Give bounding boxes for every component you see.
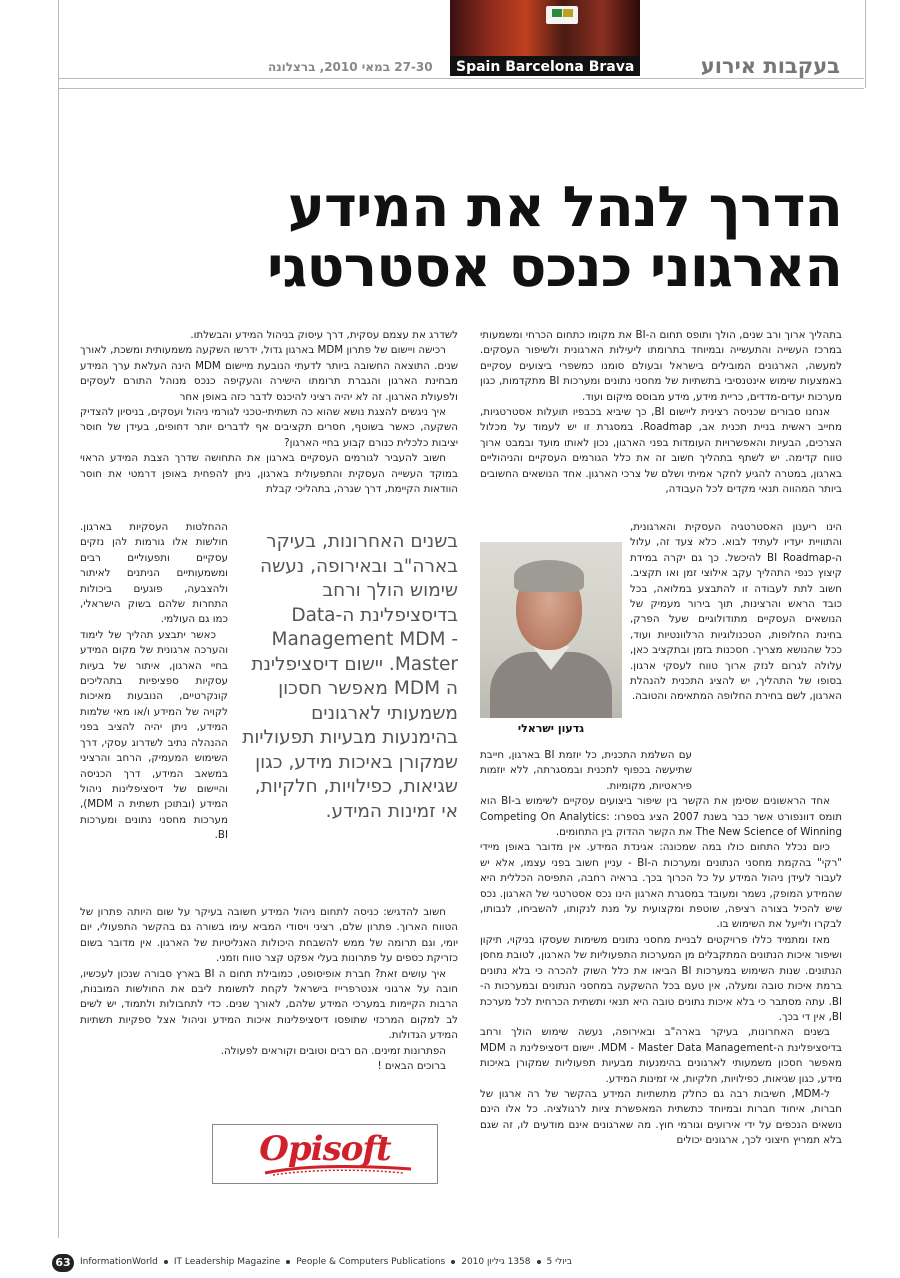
left-column-narrow (80, 520, 228, 844)
paragraph: איך עושים זאת? חברת אופיסופט, כמובילת תחום ה BI בארץ סבורה שנכון לעכשיו, חובה על ארגוני אנטרפרייז בישראל לקחת לתשומת ליבם את החולשות המובנות, הרבות הקיימות במערכי המידע שלהם, לאורך שנים. כדי לתחבולות ולתמוד, יש לשים לב למקום המרכזי שתופסו דיסציפלינות איכות המידע וניהול אצל ספקיות תשתיות המידע הגדולות. (80, 967, 458, 1042)
bullet-icon (537, 1260, 541, 1264)
paragraph: ההחלטות העסקיות בארגון. חולשות אלו גורמות להן נזקים עסקיים ותפעוליים רבים ומשמעותיים הניתנים לאיתור ולהצבעה, פוגעים ביכולות התחרות שלהם בשוק הישראלי, כמו גם העולמי. (80, 521, 228, 626)
paragraph: לשדרג את עצמם עסקית, דרך עיסוק בניהול המידע והבשלתו. (190, 329, 458, 341)
paragraph: ל-MDM, חשיבות רבה גם כחלק מתשתיות המידע בהקשר של רה ארגון של חברות, איחוד חברות ובמיוחד כתשתית המאפשרת ציות לרגולציה. כל אלו הינם נושאים הנכפים על ידי אירועים וגורמי חוץ. מה שארגונים אינם מודעים לו, זה שגם בלא תמריץ חיצוני לכך, ארגונים יכולים (480, 1087, 842, 1147)
event-logo-icon (546, 6, 578, 24)
paragraph: בשנים האחרונות, בעיקר בארה"ב ובאירופה, נעשה שימוש הולך ורחב בדיסציפלינת ה-MDM - Master Data Management. יישום דיסציפלינת ה MDM מאפשר חסכון משמעותי לארגונים בהימנעות מבעיות תפעוליות שמקורן באיכות מידע, כגון שגיאות, כפילויות, חלקיות, אי זמינות המידע. (480, 1026, 842, 1085)
opisoft-logo: Opisoft (259, 1129, 391, 1169)
advertiser-box (212, 1124, 438, 1184)
bullet-icon (164, 1260, 168, 1264)
paragraph: עם השלמת התכנית, כל יוזמת BI בארגון, חייבת שתיעשה בכפוף לתכנית ובמסגרתה, ללא יוזמות פיראטיות, מקומיות. (480, 749, 692, 792)
header-rule (58, 78, 864, 79)
title-line-1: הדרך לנהל את המידע (287, 175, 842, 240)
bullet-icon (286, 1260, 290, 1264)
photo-caption: גדעון ישראלי (517, 722, 585, 735)
footer-item: InformationWorld (80, 1257, 158, 1267)
paragraph: אנחנו סבורים שכניסה רצינית ליישום BI, כך שיביא בכבפיו תועלות אסטרטגיות, מחייב ראשית בניית תכנית אב, Roadmap. במסגרת זו יש לעמוד על מכלול הצרכים, הבעיות והאפשרויות העומדות בפני הארגון, נכון לאותו מועד ובמבט ארוך טווח קדימה. יש לשתף בתהליך חשוב זה את כלל הגורמים העסקיים והניהוליים בארגון, במטרה להגיע לחקר אמיתי ושלם של צרכי הארגון. אחד הנושאים החשובים ביותר המהווה תנאי מקדים לכל העבודה, (480, 406, 843, 496)
footer-item: IT Leadership Magazine (173, 1257, 281, 1267)
author-photo (480, 542, 622, 718)
paragraph: אחד הראשונים שסימן את הקשר בין שיפור ביצועים עסקיים לשימוש ב-BI הוא תומס דוונפורט אשר כבר בשנת 2007 הציג בספרו: Competing On Analytics: The New Science of Winning את הקשר ההדוק בין התחומים. (480, 795, 842, 839)
page-margin-rule (58, 88, 59, 1238)
paragraph: רכישה ויישום של פתרון MDM בארגון גדול, ידרשו השקעה משמעותית ומשכת, לאורך שנים. התוצאה החשובה ביותר לדעתי הנובעת מיישום MDM הינה העלאת ערך המידע מבחינת הארגון והגברת תרומתו הישירה והעקיפה כנכס מנוהל התורם לעסקים ולפעולת הארגון. זה לא יהיה רציני להיכנס לדבר כזה באופן אחר (80, 344, 458, 403)
paragraph: הינו ריענון האסטרטגיה העסקית והארגונית, והתוויית יעדיו לעתיד לבוא. כלא צעד זה, עלול ה-BI Roadmap להיכשל. כך גם יקרה במידת קיצוץ כנפי התהליך עקב אילוצי זמן ואו תקציב. חשוב לתת לעבודה זו להתבצע במלואה, בכל כובד הראש והרצינות, תוך בירור מעמיק של הנושאים העסקיים מתודולוגיים שעל הפרק, בחינת החלופות, הטכנולוגיות הרלוונטיות ועוד, ככל שהנושא מצריך. חסכנות בזמן ובתקציב כאן, עלולה לגרום לנזק ארוך טווח לעסקי ארגון. בסופו של התהליך, יש להציג התכנית להנהלת הארגון, לשם בחירת החלופה המתאימה והטובה. (630, 521, 843, 703)
paragraph: חשוב להעביר לגורמים העסקיים בארגון את התחושה שדרך הצבת המידע הראוי במוקד העשייה העסקית והתפעולית בארגון, ניתן להפחית באופן דרמטי את חוסר הוודאות הקיימת, דרך שגרה, בתהליכי קבלת (80, 452, 458, 496)
footer-item: 1358 גיליון (486, 1257, 531, 1267)
paragraph: חשוב להדגיש: כניסה לתחום ניהול המידע חשובה בעיקר על שום היותה פתרון של הטווח הארוך. פתרון שלם, רציני ויסודי המביא עימו בשורה גם בהקשר התפעולי, יום יומי, וגם תרומה של ממש להשבחת היכולות האנליטיות של הארגון. אין מדובר בשום כזריקת כספים על פתרונות בעלי אפקט קצר טווח וזמני. (80, 906, 458, 965)
footer-item: People & Computers Publications (296, 1257, 446, 1267)
article-title (142, 175, 842, 300)
right-column-top (480, 328, 842, 497)
paragraph: ברוכים הבאים ! (377, 1060, 446, 1073)
right-column-narrow (630, 520, 842, 705)
paragraph: כיום נכלל התחום כולו במה שמכונה: אגינדת המידע. אין מדובר באופן מיידי "רקי" בהקמת מחסני הנתונים ומערכות ה-BI - עניין חשוב בפני עצמו, אלא יש לעבור לעידן ניהול המידע על כל הכרוך בכך. בראיה רחבה, התפיסה הכללית היא שהמידע המופק, נשמר ומעובד במסגרת הארגון הינו נכס אסטרטגי של הארגון. נכס שיש להכיל בצורה רציפה, שוטפת ומקצועית על מנת לנקותו, להשביחו, לנבותו, לבקרו ולייעל את השימוש בו. (480, 841, 842, 931)
right-column-bottom (480, 748, 842, 1149)
title-line-2: הארגוני כנכס אסטרטגי (266, 235, 842, 300)
left-column-top (80, 328, 458, 497)
paragraph: הפתרונות זמינים. הם רבים וטובים וקוראים לפעולה. (220, 1044, 446, 1057)
footer-publication-info (80, 1257, 572, 1267)
bullet-icon (451, 1260, 455, 1264)
footer-item: 2010 ביולי 5 (461, 1257, 572, 1267)
section-label: בעקבות אירוע (700, 54, 840, 78)
paragraph: בתהליך ארוך ורב שנים, הולך ותופס תחום ה-BI את מקומו כתחום הכרחי ומשמעותי במרכז העשייה והתעשייה ובמיוחד בתרומתו ליעילות הארגונית ולשיפור העסקים. למעשה, הארגונים המובילים בישראל ובעולם סומנו כמשפרי ביצועים עסקיים באמצעות שימוש אינטנסיבי בתשתיות של מחסני נתונים ומערכות BI מתקדמות, כגון מערכות יעדים-מדדים, כריית מידע, מידע מבוסס מיקום ועוד. (480, 329, 842, 403)
header-banner-photo (450, 0, 640, 76)
banner-text: Spain Barcelona Brava (456, 59, 635, 75)
page-number: 63 (52, 1254, 74, 1272)
page-footer (52, 1254, 852, 1272)
paragraph: מאז ומתמיד כללו פרויקטים לבניית מחסני נתונים משימות שעסקו בניקוי, תיקון ושיפור איכות הנתונים המתקבלים מן המערכות התפעוליות של הארגון, לטובת מחסן הנתונים. שנות השימוש במערכות BI הביאו את כלל השוק להכרה כי בלא נתונים ברמת איכות טובה ומעלה, אין טעם בכל ההשקעה במחסני הנתונים ובמערכות ה-BI. עתה מסתבר כי בלא איכות נתונים טובה היא תנאי ותשתית הכרחית לכל מערכת BI, אין די בכך. (480, 933, 842, 1023)
header-rule-bottom (58, 88, 864, 89)
paragraph: כאשר יתבצע תהליך של לימוד והערכה ארגונית של מקום המידע בחיי הארגון, איתור של בעיות עסקיות ספציפיות בתהליכים קונקרטיים, הנובעות מאיכות לקויה של המידע ו/או מאי שלמות המידע, ניתן יהיה להציב בפני ההנהלה נתיב לשדרוג עסקי, דרך השימוש המעמיק, הרחב והרציני במשאב המידע, דרך הכניסה והיישום של דיסציפלינות ניהול המידע (ובתוכן תשתית ה MDM), מערכות מחסני נתונים ומערכות BI. (80, 628, 228, 842)
paragraph: איך ניגשים להצגת נושא שהוא כה תשתיתי-טכני לגורמי ניהול ועסקים, בניסיון להצדיק השקעה, כאשר בשוטף, חסרים תקציבים אף לדברים יותר דחופים, בעידן של חוסר יציבות כלכלית כנורם קבוע בחיי הארגון? (80, 406, 458, 449)
left-column-bottom (80, 905, 458, 1074)
pull-quote: בשנים האחרונות, בעיקר בארה"ב ובאירופה, נעשה שימוש הולך ורחב בדיסציפלינת ה-Data Management MDM - Master. יישום דיסציפלינת ה MDM מאפשר חסכון משמעותי לארגונים בהימנעות מבעיות תפעוליות שמקורן באיכות מידע, כגון שגיאות, כפילויות, חלקיות, אי זמינות המידע. (242, 531, 458, 822)
logo-swoosh-icon (263, 1163, 413, 1177)
event-date: 27-30 במאי 2010, ברצלונה (268, 60, 433, 74)
